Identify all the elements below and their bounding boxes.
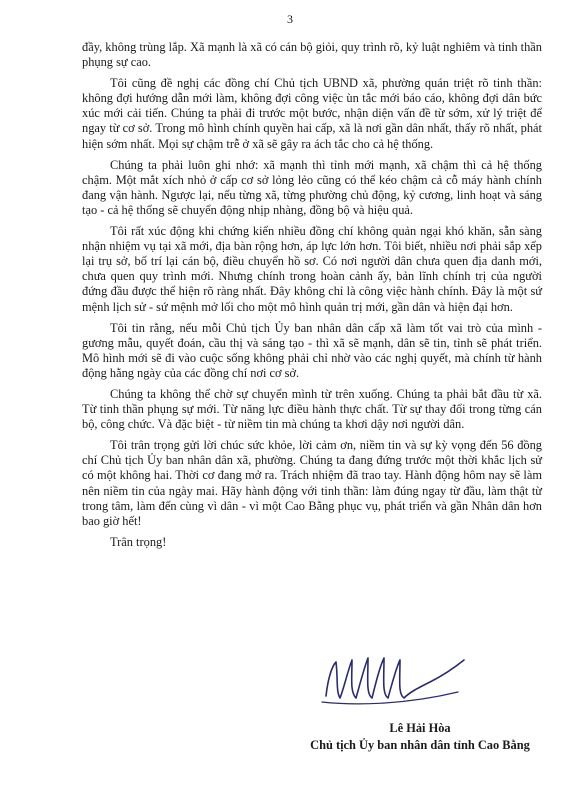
letter-body <box>82 40 542 556</box>
paragraph: Tôi tin rằng, nếu mỗi Chủ tịch Ủy ban nhân dân cấp xã làm tốt vai trò của mình - gương mẫu, quyết đoán, cầu thị và sáng tạo - thì xã sẽ mạnh, dân sẽ tin, tỉnh sẽ phát triển. Mô hình mới sẽ đi vào cuộc sống không phải chỉ nhờ vào các nghị quyết, mà chính từ hành động hằng ngày của các đồng chí nơi cơ sở. <box>82 320 542 380</box>
signer-title: Chủ tịch Ủy ban nhân dân tỉnh Cao Bằng <box>310 738 530 752</box>
paragraph: Tôi cũng đề nghị các đồng chí Chủ tịch UBND xã, phường quán triệt rõ tinh thần: không đợi hướng dẫn mới làm, không đợi công việc ùn tắc mới báo cáo, không đợi dân bức xúc mới cải tiến. Chúng ta phải đi trước một bước, nhận diện vấn đề từ sớm, xử lý triệt để ngay từ cơ sở. Trong mô hình chính quyền hai cấp, xã là nơi gần dân nhất, thấy rõ nhất, phát hiện sớm nhất. Mọi sự chậm trễ ở xã sẽ gây ra ách tắc cho cả hệ thống. <box>82 76 542 151</box>
handwritten-signature <box>318 648 468 710</box>
page-number: 3 <box>287 12 293 26</box>
paragraph-continuation: đầy, không trùng lắp. Xã mạnh là xã có cán bộ giỏi, quy trình rõ, kỷ luật nghiêm và tinh thần phụng sự cao. <box>82 40 542 70</box>
paragraph: Chúng ta phải luôn ghi nhớ: xã mạnh thì tỉnh mới mạnh, xã chậm thì cả hệ thống chậm. Một mắt xích nhỏ ở cấp cơ sở lỏng lẻo cũng có thể kéo chậm cả cỗ máy hành chính đang vận hành. Ngược lại, nếu từng xã, từng phường chủ động, kỷ cương, linh hoạt và sáng tạo - cả hệ thống sẽ chuyển động nhịp nhàng, đồng bộ và hiệu quả. <box>82 157 542 217</box>
signer-name: Lê Hải Hòa <box>389 721 451 735</box>
closing-salutation: Trân trọng! <box>110 534 167 549</box>
signature-block <box>270 720 570 754</box>
paragraph: Chúng ta không thể chờ sự chuyển mình từ trên xuống. Chúng ta phải bắt đầu từ xã. Từ tinh thần phụng sự mới. Từ năng lực điều hành thực chất. Từ sự thay đổi trong từng cán bộ, công chức. Và đặc biệt - từ niềm tin mà chúng ta khơi dậy nơi người dân. <box>82 386 542 432</box>
paragraph: Tôi trân trọng gửi lời chúc sức khỏe, lời cảm ơn, niềm tin và sự kỳ vọng đến 56 đồng chí Chủ tịch Ủy ban nhân dân xã, phường. Chúng ta đang đứng trước một thời khắc lịch sử có một không hai. Thời cơ đang mở ra. Trách nhiệm đã trao tay. Hành động hôm nay sẽ làm nên niềm tin của ngày mai. Hãy hành động với tinh thần: làm đúng ngay từ đầu, làm thật từ trong tâm, làm đến cùng vì dân - vì một Cao Bằng phục vụ, phát triển và gần Nhân dân hơn bao giờ hết! <box>82 438 542 528</box>
paragraph: Tôi rất xúc động khi chứng kiến nhiều đồng chí không quản ngại khó khăn, sẵn sàng nhận nhiệm vụ tại xã mới, địa bàn rộng hơn, áp lực lớn hơn. Tôi biết, nhiều nơi phải sắp xếp lại trụ sở, bố trí lại cán bộ, điều chuyển hồ sơ. Có nơi người dân chưa quen địa danh mới, chưa quen quy trình mới. Nhưng chính trong hoàn cảnh ấy, bản lĩnh chính trị của người đứng đầu được thể hiện rõ ràng nhất. Đây không chỉ là công việc hành chính. Đây là một sứ mệnh lịch sử - sứ mệnh mở lối cho một mô hình quản trị mới, gần dân và hiện đại hơn. <box>82 224 542 314</box>
